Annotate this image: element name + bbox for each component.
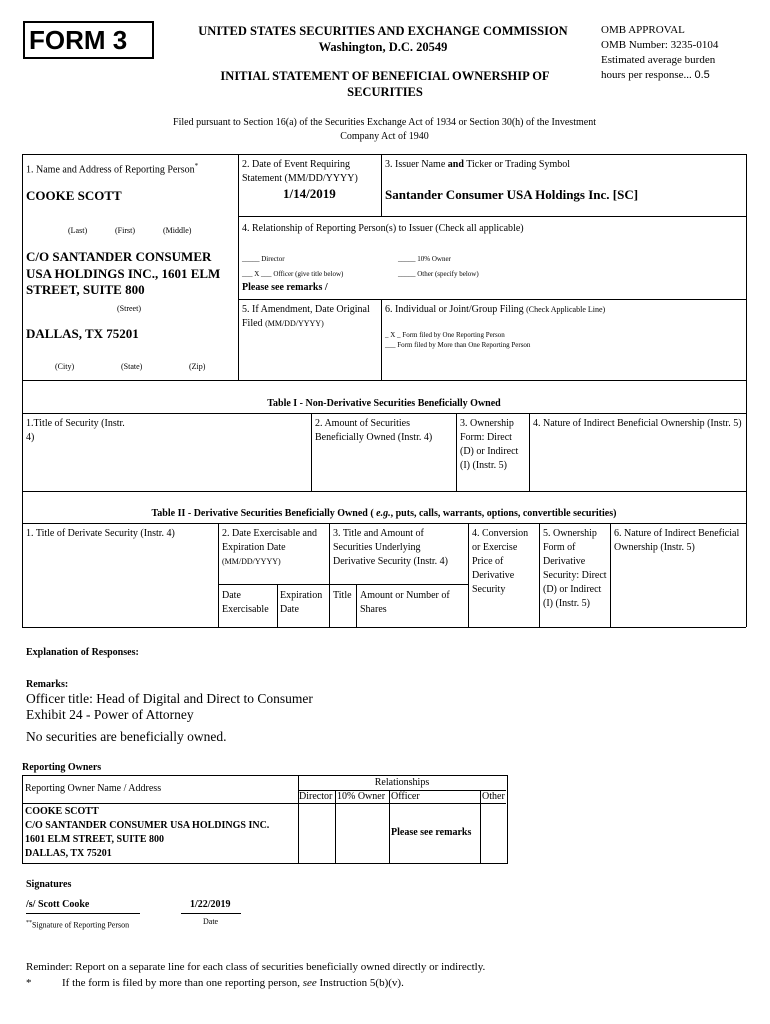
last-label: (Last) bbox=[68, 226, 88, 235]
table1-divider-1 bbox=[311, 413, 312, 491]
director-checkbox[interactable]: _____ Director bbox=[242, 255, 285, 263]
city-label: (City) bbox=[55, 362, 75, 371]
table2-col-conversion: 4. Conversion or Exercise Price of Derivative Security bbox=[472, 528, 529, 595]
omb-number: OMB Number: 3235-0104 bbox=[601, 39, 719, 51]
table2-sub-date-exercisable: Date Exercisable bbox=[222, 590, 269, 615]
footer-star: * bbox=[26, 977, 32, 989]
owners-col-director: Director bbox=[299, 791, 333, 802]
box5-right-border bbox=[381, 299, 382, 380]
signature-label: **Signature of Reporting Person bbox=[26, 920, 130, 930]
table2-sub-divider-1 bbox=[277, 584, 278, 627]
omb-approval: OMB APPROVAL bbox=[601, 24, 685, 36]
owners-col-other: Other bbox=[482, 791, 505, 802]
owners-header-rule bbox=[22, 803, 506, 804]
owners-col-10pct: 10% Owner bbox=[337, 791, 386, 802]
table1-col-title: 1.Title of Security (Instr. 4) bbox=[26, 418, 125, 443]
first-label: (First) bbox=[115, 226, 135, 235]
form-label: FORM 3 bbox=[29, 25, 128, 55]
explanation-label: Explanation of Responses: bbox=[26, 647, 139, 658]
table2-divider-5 bbox=[610, 523, 611, 627]
officer-checkbox[interactable]: ___ X ___ Officer (give title below) bbox=[242, 270, 344, 278]
owner-row-addr1: C/O SANTANDER CONSUMER USA HOLDINGS INC. bbox=[25, 820, 270, 831]
burden-value: 0.5 bbox=[694, 69, 710, 81]
signature-line bbox=[26, 913, 140, 914]
officer-title-note: Please see remarks / bbox=[242, 282, 328, 293]
box2-bottom-border bbox=[238, 216, 746, 217]
table2-top-rule bbox=[22, 491, 746, 492]
table2-col-dates: 2. Date Exercisable and Expiration Date (MM/DD/YYYY) bbox=[222, 528, 317, 566]
form-right-border bbox=[746, 154, 747, 627]
box2-label: 2. Date of Event Requiring Statement (MM/DD/YYYY) bbox=[242, 159, 358, 184]
table1-col-amount: 2. Amount of Securities Beneficially Owned (Instr. 4) bbox=[315, 418, 433, 443]
other-checkbox[interactable]: _____ Other (specify below) bbox=[398, 270, 479, 278]
signature-value: /s/ Scott Cooke bbox=[26, 899, 90, 910]
table2-bottom-rule bbox=[22, 627, 746, 628]
table1-col-ownership: 3. Ownership Form: Direct (D) or Indirect (I) (Instr. 5) bbox=[460, 418, 519, 471]
reporting-person-street: C/O SANTANDER CONSUMER USA HOLDINGS INC., 1601 ELM STREET, SUITE 800 bbox=[26, 249, 221, 297]
table1-header-rule bbox=[22, 413, 746, 414]
footer-reminder: Reminder: Report on a separate line for each class of securities beneficially owned directly or indirectly. bbox=[26, 961, 486, 973]
box5-label: 5. If Amendment, Date Original Filed (MM/DD/YYYY) bbox=[242, 304, 370, 329]
burden-label: Estimated average burden bbox=[601, 54, 716, 66]
owner-row-name: COOKE SCOTT bbox=[25, 806, 99, 817]
owners-col-officer: Officer bbox=[391, 791, 420, 802]
footer-note: If the form is filed by more than one reporting person, see Instruction 5(b)(v). bbox=[62, 977, 404, 989]
zip-label: (Zip) bbox=[189, 362, 206, 371]
top-rule bbox=[22, 154, 746, 155]
table1-divider-3 bbox=[529, 413, 530, 491]
owners-col-name: Reporting Owner Name / Address bbox=[25, 783, 162, 794]
remarks-label: Remarks: bbox=[26, 679, 69, 690]
ten-percent-owner-checkbox[interactable]: _____ 10% Owner bbox=[398, 255, 451, 263]
state-label: (State) bbox=[121, 362, 143, 371]
table2-col-title: 1. Title of Derivate Security (Instr. 4) bbox=[26, 528, 175, 539]
table2-divider-4 bbox=[539, 523, 540, 627]
signature-date-line bbox=[181, 913, 241, 914]
table2-divider-1 bbox=[218, 523, 219, 627]
agency-location: Washington, D.C. 20549 bbox=[318, 40, 448, 54]
form-left-border bbox=[22, 154, 23, 627]
omb-block bbox=[601, 23, 761, 83]
filing-multiple-persons[interactable]: ___ Form filed by More than One Reporting Person bbox=[385, 341, 531, 349]
remarks-line-3: No securities are beneficially owned. bbox=[26, 729, 227, 744]
table1-col-nature: 4. Nature of Indirect Beneficial Ownership (Instr. 5) bbox=[533, 418, 742, 429]
table2-col-underlying: 3. Title and Amount of Securities Underlying Derivative Security (Instr. 4) bbox=[333, 528, 448, 567]
box4-bottom-border bbox=[238, 299, 746, 300]
remarks-line-2: Exhibit 24 - Power of Attorney bbox=[26, 707, 194, 722]
box4-label: 4. Relationship of Reporting Person(s) to Issuer (Check all applicable) bbox=[242, 223, 524, 234]
table2-col-ownership: 5. Ownership Form of Derivative Security: Direct (D) or Indirect (I) (Instr. 5) bbox=[543, 528, 607, 609]
table2-sub-amount: Amount or Number of Shares bbox=[360, 590, 450, 615]
owners-divider-10pct bbox=[389, 790, 390, 863]
agency-name: UNITED STATES SECURITIES AND EXCHANGE COMMISSION bbox=[198, 24, 568, 38]
box6-label: 6. Individual or Joint/Group Filing (Check Applicable Line) bbox=[385, 304, 606, 315]
owners-divider-officer bbox=[480, 790, 481, 863]
event-date: 1/14/2019 bbox=[283, 186, 336, 201]
table2-col-nature: 6. Nature of Indirect Beneficial Ownership (Instr. 5) bbox=[614, 528, 740, 553]
table2-sub-expiration: Expiration Date bbox=[280, 590, 323, 615]
table1-top-rule bbox=[22, 380, 746, 381]
owner-row-officer: Please see remarks bbox=[391, 827, 472, 838]
remarks-line-1: Officer title: Head of Digital and Direct to Consumer bbox=[26, 691, 313, 706]
owners-divider-director bbox=[335, 790, 336, 863]
table2-sub-rule bbox=[218, 584, 468, 585]
filing-one-person[interactable]: _ X _ Form filed by One Reporting Person bbox=[385, 331, 505, 339]
owners-relationships: Relationships bbox=[374, 777, 430, 788]
issuer-name: Santander Consumer USA Holdings Inc. [SC] bbox=[385, 187, 639, 202]
table1-divider-2 bbox=[456, 413, 457, 491]
asterisk-marker: * bbox=[194, 162, 199, 170]
owner-row-addr2: 1601 ELM STREET, SUITE 800 bbox=[25, 834, 165, 845]
form-label-box bbox=[23, 21, 154, 59]
box1-right-border bbox=[238, 154, 239, 380]
burden-hours: hours per response... 0.5 bbox=[601, 69, 710, 81]
box2-right-border bbox=[381, 154, 382, 216]
table2-title: Table II - Derivative Securities Beneficially Owned ( e.g., puts, calls, warrants, options, convertible securities) bbox=[151, 508, 617, 519]
table2-sub-title: Title bbox=[333, 590, 352, 601]
table1-title: Table I - Non-Derivative Securities Beneficially Owned bbox=[267, 398, 501, 409]
street-label: (Street) bbox=[117, 304, 141, 313]
owner-row-addr3: DALLAS, TX 75201 bbox=[25, 848, 112, 859]
owners-title: Reporting Owners bbox=[22, 762, 102, 773]
box1-label: 1. Name and Address of Reporting Person* bbox=[26, 162, 199, 176]
middle-label: (Middle) bbox=[163, 226, 192, 235]
form-title: INITIAL STATEMENT OF BENEFICIAL OWNERSHIP OF SECURITIES bbox=[220, 69, 550, 99]
date-label: Date bbox=[203, 917, 219, 926]
signature-marker: ** bbox=[26, 920, 32, 926]
reporting-person-name: COOKE SCOTT bbox=[26, 188, 122, 203]
table2-divider-3 bbox=[468, 523, 469, 627]
signatures-title: Signatures bbox=[26, 879, 72, 890]
box3-label: 3. Issuer Name and Ticker or Trading Symbol bbox=[385, 159, 571, 170]
table2-divider-2 bbox=[329, 523, 330, 627]
reporting-person-city: DALLAS, TX 75201 bbox=[26, 326, 139, 341]
table2-header-rule bbox=[22, 523, 746, 524]
signature-date: 1/22/2019 bbox=[190, 899, 231, 910]
filed-pursuant: Filed pursuant to Section 16(a) of the Securities Exchange Act of 1934 or Section 30(h) of the Investment Company Act of 1940 bbox=[173, 117, 596, 142]
